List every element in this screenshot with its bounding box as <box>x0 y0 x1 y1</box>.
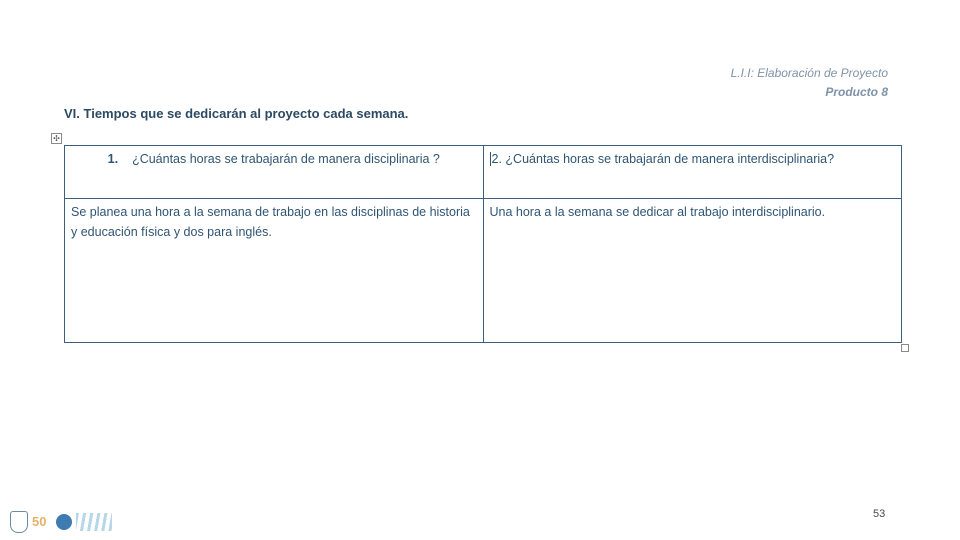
question-2-text: ¿Cuántas horas se trabajarán de manera interdisciplinaria? <box>505 152 835 166</box>
footer-logos <box>10 511 112 533</box>
question-1-text: ¿Cuántas horas se trabajarán de manera disciplinaria ? <box>132 152 440 166</box>
table-move-handle-icon[interactable]: ✣ <box>51 133 62 144</box>
header-product-label: Producto 8 <box>825 85 888 99</box>
question-1-cell[interactable] <box>65 146 484 199</box>
answer-1-cell[interactable] <box>65 199 484 343</box>
text-cursor <box>490 152 491 166</box>
circle-badge-logo-icon <box>56 514 72 530</box>
answer-1-text: Se planea una hora a la semana de trabajo en las disciplinas de historia y educación física y dos para inglés. <box>71 205 470 239</box>
question-2-number: 2. <box>491 152 502 166</box>
document-header <box>731 64 888 102</box>
page-number: 53 <box>873 508 886 520</box>
table-resize-handle-icon[interactable] <box>901 344 909 352</box>
section-title: VI. Tiempos que se dedicarán al proyecto cada semana. <box>64 106 409 121</box>
time-allocation-table <box>64 145 902 343</box>
anniversary-logo: 50 <box>32 514 47 529</box>
header-course-title: L.I.I: Elaboración de Proyecto <box>730 66 888 80</box>
answer-2-text: Una hora a la semana se dedicar al trabajo interdisciplinario. <box>489 205 826 219</box>
table-answer-row <box>65 199 902 343</box>
question-2-cell[interactable] <box>483 146 902 199</box>
answer-2-cell[interactable] <box>483 199 902 343</box>
table-header-row <box>65 146 902 199</box>
unam-crest-logo-icon <box>10 511 28 533</box>
question-1-number: 1. <box>107 152 119 166</box>
striped-logo-icon <box>76 513 112 531</box>
